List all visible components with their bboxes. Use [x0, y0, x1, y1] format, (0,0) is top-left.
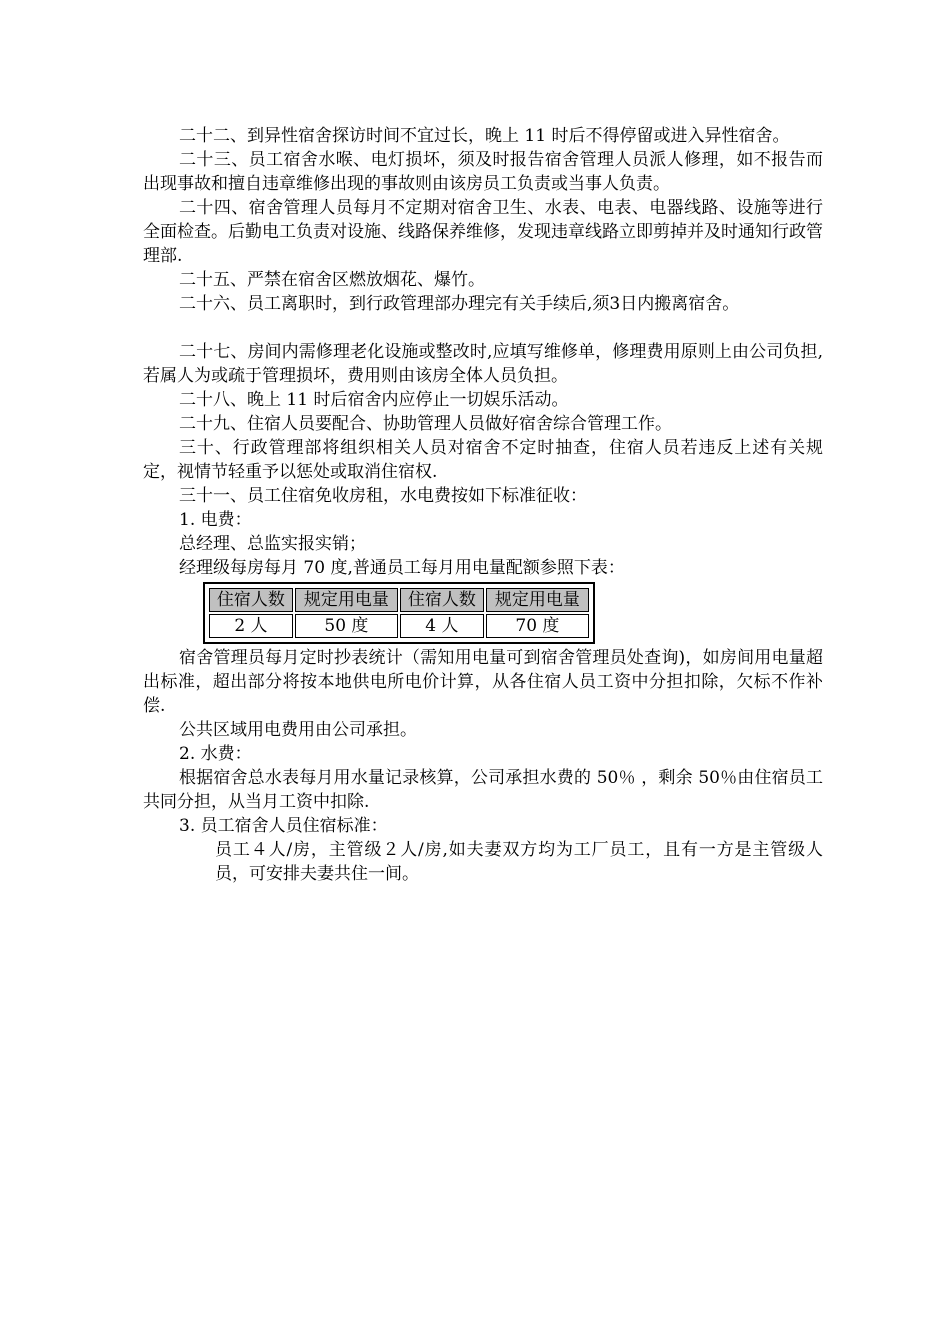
- electricity-public-area: 公共区域用电费用由公司承担。: [179, 720, 417, 740]
- water-text: 根据宿舍总水表每月用水量记录核算，公司承担水费的 50％ ，剩余 50％由住宿员工共同分担，从当月工资中扣除.: [143, 768, 823, 812]
- lodging-text: 员工４人/房，主管级２人/房,如夫妻双方均为工厂员工，且有一方是主管级人员，可安排夫妻共住一间。: [215, 840, 823, 884]
- table-header-row: [209, 588, 589, 612]
- lodging-heading: 3. 员工宿舍人员住宿标准：: [179, 816, 388, 836]
- clause-23: 二十三、员工宿舍水喉、电灯损坏，须及时报告宿舍管理人员派人修理，如不报告而出现事故和擅自违章维修出现的事故则由该房员工负责或当事人负责。: [143, 150, 823, 194]
- clause-29: 二十九、住宿人员要配合、协助管理人员做好宿舍综合管理工作。: [179, 414, 672, 434]
- clause-25: 二十五、严禁在宿舍区燃放烟花、爆竹。: [179, 270, 485, 290]
- clause-22: 二十二、到异性宿舍探访时间不宜过长，晚上 11 时后不得停留或进入异性宿舍。: [179, 126, 790, 146]
- table-cell: 4 人: [400, 614, 484, 638]
- table-cell: 50 度: [295, 614, 398, 638]
- table-header-cell: 住宿人数: [209, 588, 293, 612]
- electricity-quota-table-frame: [203, 582, 595, 644]
- clause-28: 二十八、晚上 11 时后宿舍内应停止一切娱乐活动。: [179, 390, 569, 410]
- electricity-heading: 1. 电费：: [179, 510, 252, 530]
- clause-26: 二十六、员工离职时，到行政管理部办理完有关手续后,须3日内搬离宿舍。: [179, 294, 740, 314]
- electricity-quota-table: [207, 586, 591, 640]
- clause-31: 三十一、员工住宿免收房租，水电费按如下标准征收：: [179, 486, 587, 506]
- clause-27: 二十七、房间内需修理老化设施或整改时,应填写维修单，修理费用原则上由公司负担,若属人为或疏于管理损坏，费用则由该房全体人员负担。: [143, 342, 823, 386]
- table-row: [209, 614, 589, 638]
- table-cell: 2 人: [209, 614, 293, 638]
- table-header-cell: 住宿人数: [400, 588, 484, 612]
- electricity-meter-reading: 宿舍管理员每月定时抄表统计（需知用电量可到宿舍管理员处查询)，如房间用电量超出标准，超出部分将按本地供电所电价计算，从各住宿人员工资中分担扣除，欠标不作补偿.: [143, 648, 823, 716]
- clause-30: 三十、行政管理部将组织相关人员对宿舍不定时抽查，住宿人员若违反上述有关规定，视情节轻重予以惩处或取消住宿权.: [143, 438, 823, 482]
- water-heading: 2. 水费：: [179, 744, 252, 764]
- electricity-executive-line: 总经理、总监实报实销；: [179, 534, 366, 554]
- table-header-cell: 规定用电量: [486, 588, 589, 612]
- electricity-quota-intro: 经理级每房每月 70 度,普通员工每月用电量配额参照下表：: [179, 558, 625, 578]
- clause-24: 二十四、宿舍管理人员每月不定期对宿舍卫生、水表、电表、电器线路、设施等进行全面检查。后勤电工负责对设施、线路保养维修，发现违章线路立即剪掉并及时通知行政管理部.: [143, 198, 823, 266]
- table-header-cell: 规定用电量: [295, 588, 398, 612]
- regulation-text: [143, 124, 823, 886]
- table-cell: 70 度: [486, 614, 589, 638]
